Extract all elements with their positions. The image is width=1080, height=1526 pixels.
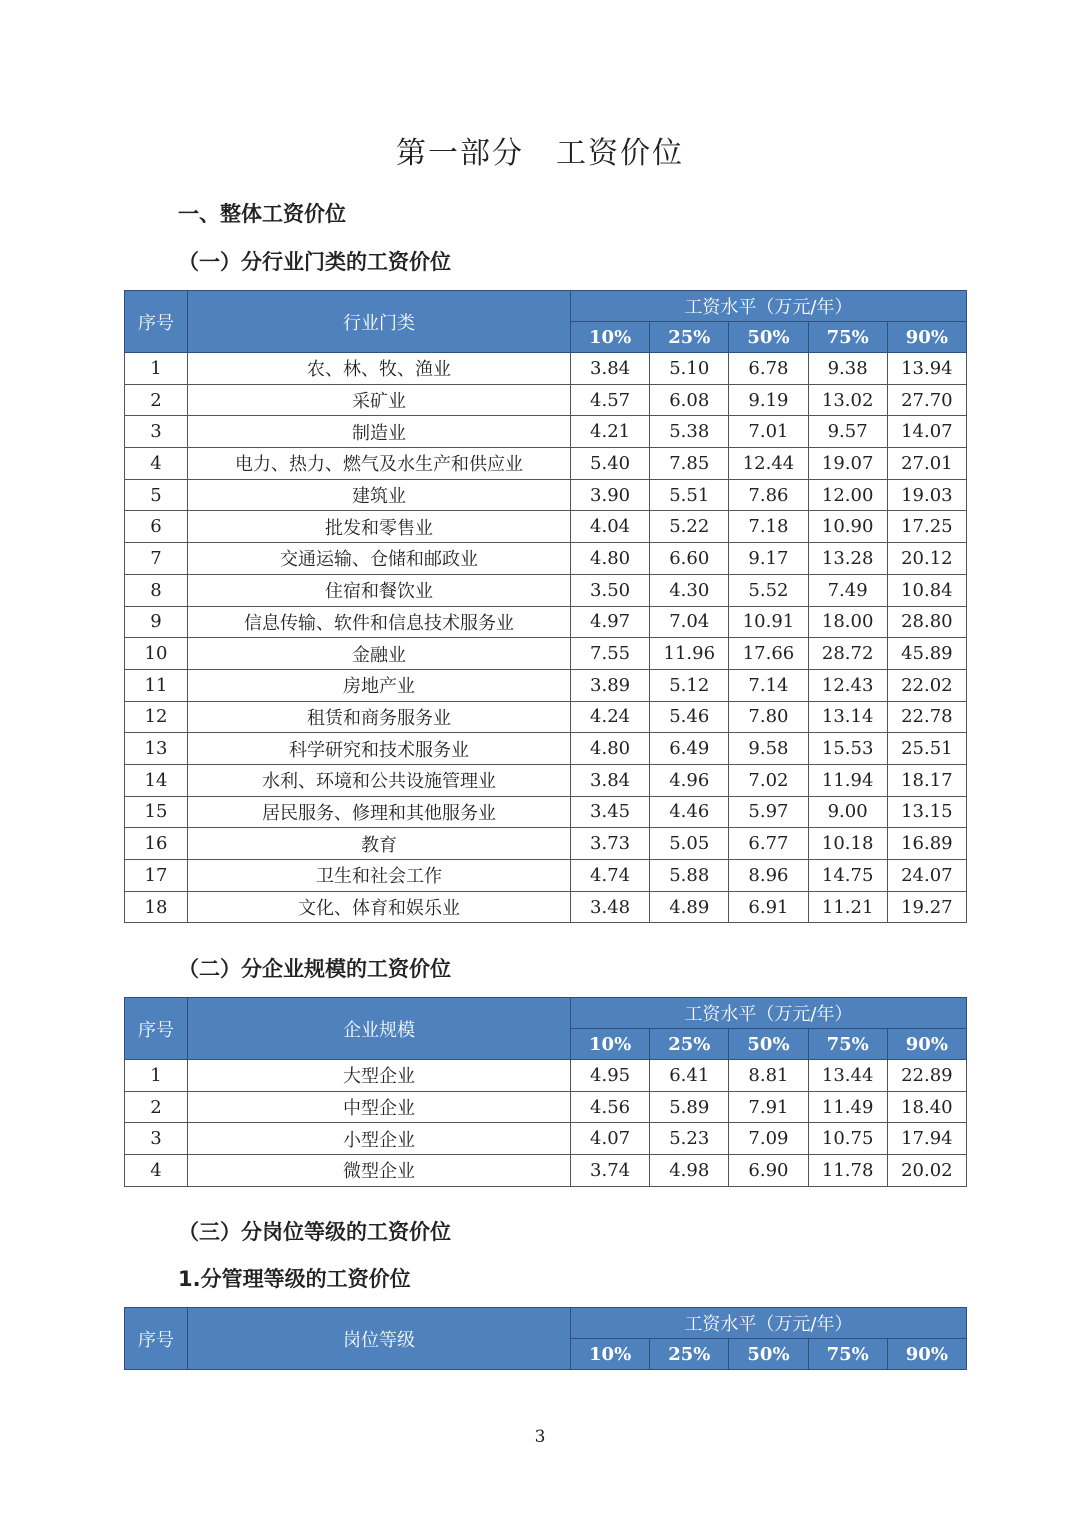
row-index: 1: [125, 1060, 188, 1092]
table-row: [125, 701, 967, 733]
row-name: 电力、热力、燃气及水生产和供应业: [188, 448, 571, 480]
row-name: 租赁和商务服务业: [188, 701, 571, 733]
row-value: 6.49: [650, 733, 729, 765]
row-value: 7.14: [729, 669, 808, 701]
row-index: 17: [125, 860, 188, 892]
row-value: 4.07: [571, 1123, 650, 1155]
row-value: 4.97: [571, 606, 650, 638]
row-value: 20.02: [887, 1155, 966, 1187]
management-level-wage-table: [124, 1307, 967, 1370]
table-row: [125, 511, 967, 543]
row-index: 12: [125, 701, 188, 733]
header-wage-level: 工资水平（万元/年）: [571, 291, 967, 322]
header-percentile: 10%: [571, 1029, 650, 1060]
row-value: 3.90: [571, 479, 650, 511]
row-value: 5.46: [650, 701, 729, 733]
row-value: 11.94: [808, 764, 887, 796]
row-value: 20.12: [887, 543, 966, 575]
row-value: 7.02: [729, 764, 808, 796]
row-index: 3: [125, 1123, 188, 1155]
row-value: 11.49: [808, 1091, 887, 1123]
enterprise-size-wage-table: [124, 997, 967, 1187]
table-row: [125, 448, 967, 480]
table-row: [125, 638, 967, 670]
table-row: [125, 416, 967, 448]
row-name: 微型企业: [188, 1155, 571, 1187]
row-index: 14: [125, 764, 188, 796]
row-value: 7.01: [729, 416, 808, 448]
row-value: 22.02: [887, 669, 966, 701]
header-percentile: 25%: [650, 1339, 729, 1370]
row-value: 5.40: [571, 448, 650, 480]
row-value: 19.07: [808, 448, 887, 480]
row-value: 28.80: [887, 606, 966, 638]
section-heading: 一、整体工资价位: [178, 202, 346, 226]
header-index: 序号: [125, 1308, 188, 1370]
row-value: 12.00: [808, 479, 887, 511]
row-name: 小型企业: [188, 1123, 571, 1155]
row-value: 7.49: [808, 574, 887, 606]
row-value: 13.02: [808, 384, 887, 416]
row-value: 4.21: [571, 416, 650, 448]
row-value: 5.88: [650, 860, 729, 892]
row-value: 6.78: [729, 353, 808, 385]
row-value: 9.38: [808, 353, 887, 385]
industry-wage-table: [124, 290, 967, 923]
table-header-row: [125, 998, 967, 1029]
row-value: 9.57: [808, 416, 887, 448]
row-value: 6.60: [650, 543, 729, 575]
row-value: 4.98: [650, 1155, 729, 1187]
header-index: 序号: [125, 998, 188, 1060]
row-value: 5.38: [650, 416, 729, 448]
row-name: 居民服务、修理和其他服务业: [188, 796, 571, 828]
row-value: 4.56: [571, 1091, 650, 1123]
row-value: 4.80: [571, 543, 650, 575]
table-row: [125, 1155, 967, 1187]
row-value: 13.94: [887, 353, 966, 385]
row-value: 5.51: [650, 479, 729, 511]
header-percentile: 75%: [808, 1339, 887, 1370]
row-name: 住宿和餐饮业: [188, 574, 571, 606]
table-row: [125, 479, 967, 511]
header-category: 岗位等级: [188, 1308, 571, 1370]
row-value: 10.75: [808, 1123, 887, 1155]
header-percentile: 75%: [808, 1029, 887, 1060]
row-index: 11: [125, 669, 188, 701]
table-row: [125, 796, 967, 828]
row-value: 12.43: [808, 669, 887, 701]
row-index: 2: [125, 384, 188, 416]
row-value: 17.94: [887, 1123, 966, 1155]
row-name: 批发和零售业: [188, 511, 571, 543]
row-index: 9: [125, 606, 188, 638]
row-value: 9.17: [729, 543, 808, 575]
row-value: 10.18: [808, 828, 887, 860]
row-value: 25.51: [887, 733, 966, 765]
header-wage-level: 工资水平（万元/年）: [571, 998, 967, 1029]
row-value: 7.86: [729, 479, 808, 511]
row-name: 卫生和社会工作: [188, 860, 571, 892]
row-value: 4.30: [650, 574, 729, 606]
row-value: 11.96: [650, 638, 729, 670]
row-index: 4: [125, 448, 188, 480]
header-category: 企业规模: [188, 998, 571, 1060]
row-value: 3.45: [571, 796, 650, 828]
row-value: 5.22: [650, 511, 729, 543]
header-percentile: 25%: [650, 322, 729, 353]
row-index: 7: [125, 543, 188, 575]
row-value: 9.00: [808, 796, 887, 828]
row-value: 7.91: [729, 1091, 808, 1123]
page-title: [0, 128, 1080, 172]
table-row: [125, 543, 967, 575]
table-row: [125, 891, 967, 923]
row-index: 6: [125, 511, 188, 543]
row-value: 7.18: [729, 511, 808, 543]
row-value: 5.97: [729, 796, 808, 828]
row-value: 4.74: [571, 860, 650, 892]
row-value: 13.28: [808, 543, 887, 575]
row-index: 1: [125, 353, 188, 385]
row-value: 7.85: [650, 448, 729, 480]
row-value: 45.89: [887, 638, 966, 670]
header-category: 行业门类: [188, 291, 571, 353]
table-row: [125, 764, 967, 796]
row-value: 4.57: [571, 384, 650, 416]
row-value: 5.12: [650, 669, 729, 701]
subsection-heading-industry: （一）分行业门类的工资价位: [178, 250, 451, 274]
row-name: 科学研究和技术服务业: [188, 733, 571, 765]
row-value: 19.03: [887, 479, 966, 511]
row-index: 16: [125, 828, 188, 860]
row-value: 5.10: [650, 353, 729, 385]
row-value: 6.41: [650, 1060, 729, 1092]
row-value: 5.52: [729, 574, 808, 606]
row-value: 27.01: [887, 448, 966, 480]
table-row: [125, 1091, 967, 1123]
row-value: 7.04: [650, 606, 729, 638]
table-row: [125, 828, 967, 860]
row-value: 13.14: [808, 701, 887, 733]
row-value: 6.90: [729, 1155, 808, 1187]
header-percentile: 50%: [729, 322, 808, 353]
row-value: 18.17: [887, 764, 966, 796]
row-name: 水利、环境和公共设施管理业: [188, 764, 571, 796]
row-value: 7.80: [729, 701, 808, 733]
row-value: 7.55: [571, 638, 650, 670]
row-value: 3.74: [571, 1155, 650, 1187]
row-value: 28.72: [808, 638, 887, 670]
row-value: 9.58: [729, 733, 808, 765]
table-row: [125, 1123, 967, 1155]
row-value: 14.75: [808, 860, 887, 892]
row-value: 8.96: [729, 860, 808, 892]
row-value: 27.70: [887, 384, 966, 416]
row-value: 13.15: [887, 796, 966, 828]
row-index: 3: [125, 416, 188, 448]
row-value: 17.25: [887, 511, 966, 543]
row-value: 8.81: [729, 1060, 808, 1092]
row-value: 18.00: [808, 606, 887, 638]
header-percentile: 50%: [729, 1029, 808, 1060]
table-row: [125, 606, 967, 638]
row-value: 15.53: [808, 733, 887, 765]
page-title-part: 第一部分: [396, 136, 524, 171]
row-name: 采矿业: [188, 384, 571, 416]
row-value: 3.84: [571, 353, 650, 385]
table-row: [125, 860, 967, 892]
row-index: 13: [125, 733, 188, 765]
row-name: 农、林、牧、渔业: [188, 353, 571, 385]
header-percentile: 90%: [887, 322, 966, 353]
row-value: 3.48: [571, 891, 650, 923]
header-percentile: 90%: [887, 1029, 966, 1060]
row-value: 6.91: [729, 891, 808, 923]
table-header-row: [125, 1308, 967, 1339]
row-value: 24.07: [887, 860, 966, 892]
row-value: 6.08: [650, 384, 729, 416]
subsection-heading-position-level: （三）分岗位等级的工资价位: [178, 1220, 451, 1244]
row-name: 金融业: [188, 638, 571, 670]
header-percentile: 50%: [729, 1339, 808, 1370]
row-name: 中型企业: [188, 1091, 571, 1123]
row-name: 文化、体育和娱乐业: [188, 891, 571, 923]
row-value: 18.40: [887, 1091, 966, 1123]
row-index: 10: [125, 638, 188, 670]
row-index: 18: [125, 891, 188, 923]
table-header-row: [125, 291, 967, 322]
row-value: 4.89: [650, 891, 729, 923]
header-percentile: 75%: [808, 322, 887, 353]
row-value: 4.96: [650, 764, 729, 796]
row-name: 房地产业: [188, 669, 571, 701]
row-value: 5.89: [650, 1091, 729, 1123]
row-value: 13.44: [808, 1060, 887, 1092]
table-row: [125, 353, 967, 385]
row-value: 22.78: [887, 701, 966, 733]
subsection-heading-enterprise-size: （二）分企业规模的工资价位: [178, 957, 451, 981]
row-value: 19.27: [887, 891, 966, 923]
row-value: 4.04: [571, 511, 650, 543]
row-value: 3.89: [571, 669, 650, 701]
row-value: 5.05: [650, 828, 729, 860]
row-value: 4.46: [650, 796, 729, 828]
row-value: 11.21: [808, 891, 887, 923]
row-name: 教育: [188, 828, 571, 860]
row-value: 11.78: [808, 1155, 887, 1187]
row-name: 制造业: [188, 416, 571, 448]
row-value: 9.19: [729, 384, 808, 416]
table-row: [125, 384, 967, 416]
table-row: [125, 1060, 967, 1092]
row-value: 4.80: [571, 733, 650, 765]
row-index: 4: [125, 1155, 188, 1187]
row-value: 3.84: [571, 764, 650, 796]
row-value: 10.84: [887, 574, 966, 606]
row-index: 5: [125, 479, 188, 511]
header-percentile: 10%: [571, 1339, 650, 1370]
row-value: 17.66: [729, 638, 808, 670]
header-percentile: 90%: [887, 1339, 966, 1370]
header-percentile: 25%: [650, 1029, 729, 1060]
row-value: 3.73: [571, 828, 650, 860]
row-value: 16.89: [887, 828, 966, 860]
subsection-heading-management-level: 1.分管理等级的工资价位: [178, 1267, 411, 1291]
row-value: 4.95: [571, 1060, 650, 1092]
row-value: 4.24: [571, 701, 650, 733]
row-name: 大型企业: [188, 1060, 571, 1092]
table-row: [125, 669, 967, 701]
header-percentile: 10%: [571, 322, 650, 353]
row-name: 交通运输、仓储和邮政业: [188, 543, 571, 575]
row-index: 2: [125, 1091, 188, 1123]
table-row: [125, 574, 967, 606]
row-value: 7.09: [729, 1123, 808, 1155]
header-index: 序号: [125, 291, 188, 353]
row-value: 14.07: [887, 416, 966, 448]
table-row: [125, 733, 967, 765]
row-value: 6.77: [729, 828, 808, 860]
row-value: 10.91: [729, 606, 808, 638]
row-index: 15: [125, 796, 188, 828]
page-number: 3: [534, 1427, 546, 1447]
header-wage-level: 工资水平（万元/年）: [571, 1308, 967, 1339]
row-value: 5.23: [650, 1123, 729, 1155]
row-value: 3.50: [571, 574, 650, 606]
row-value: 22.89: [887, 1060, 966, 1092]
row-name: 信息传输、软件和信息技术服务业: [188, 606, 571, 638]
row-index: 8: [125, 574, 188, 606]
page-title-topic: 工资价位: [556, 136, 684, 171]
row-name: 建筑业: [188, 479, 571, 511]
row-value: 12.44: [729, 448, 808, 480]
row-value: 10.90: [808, 511, 887, 543]
